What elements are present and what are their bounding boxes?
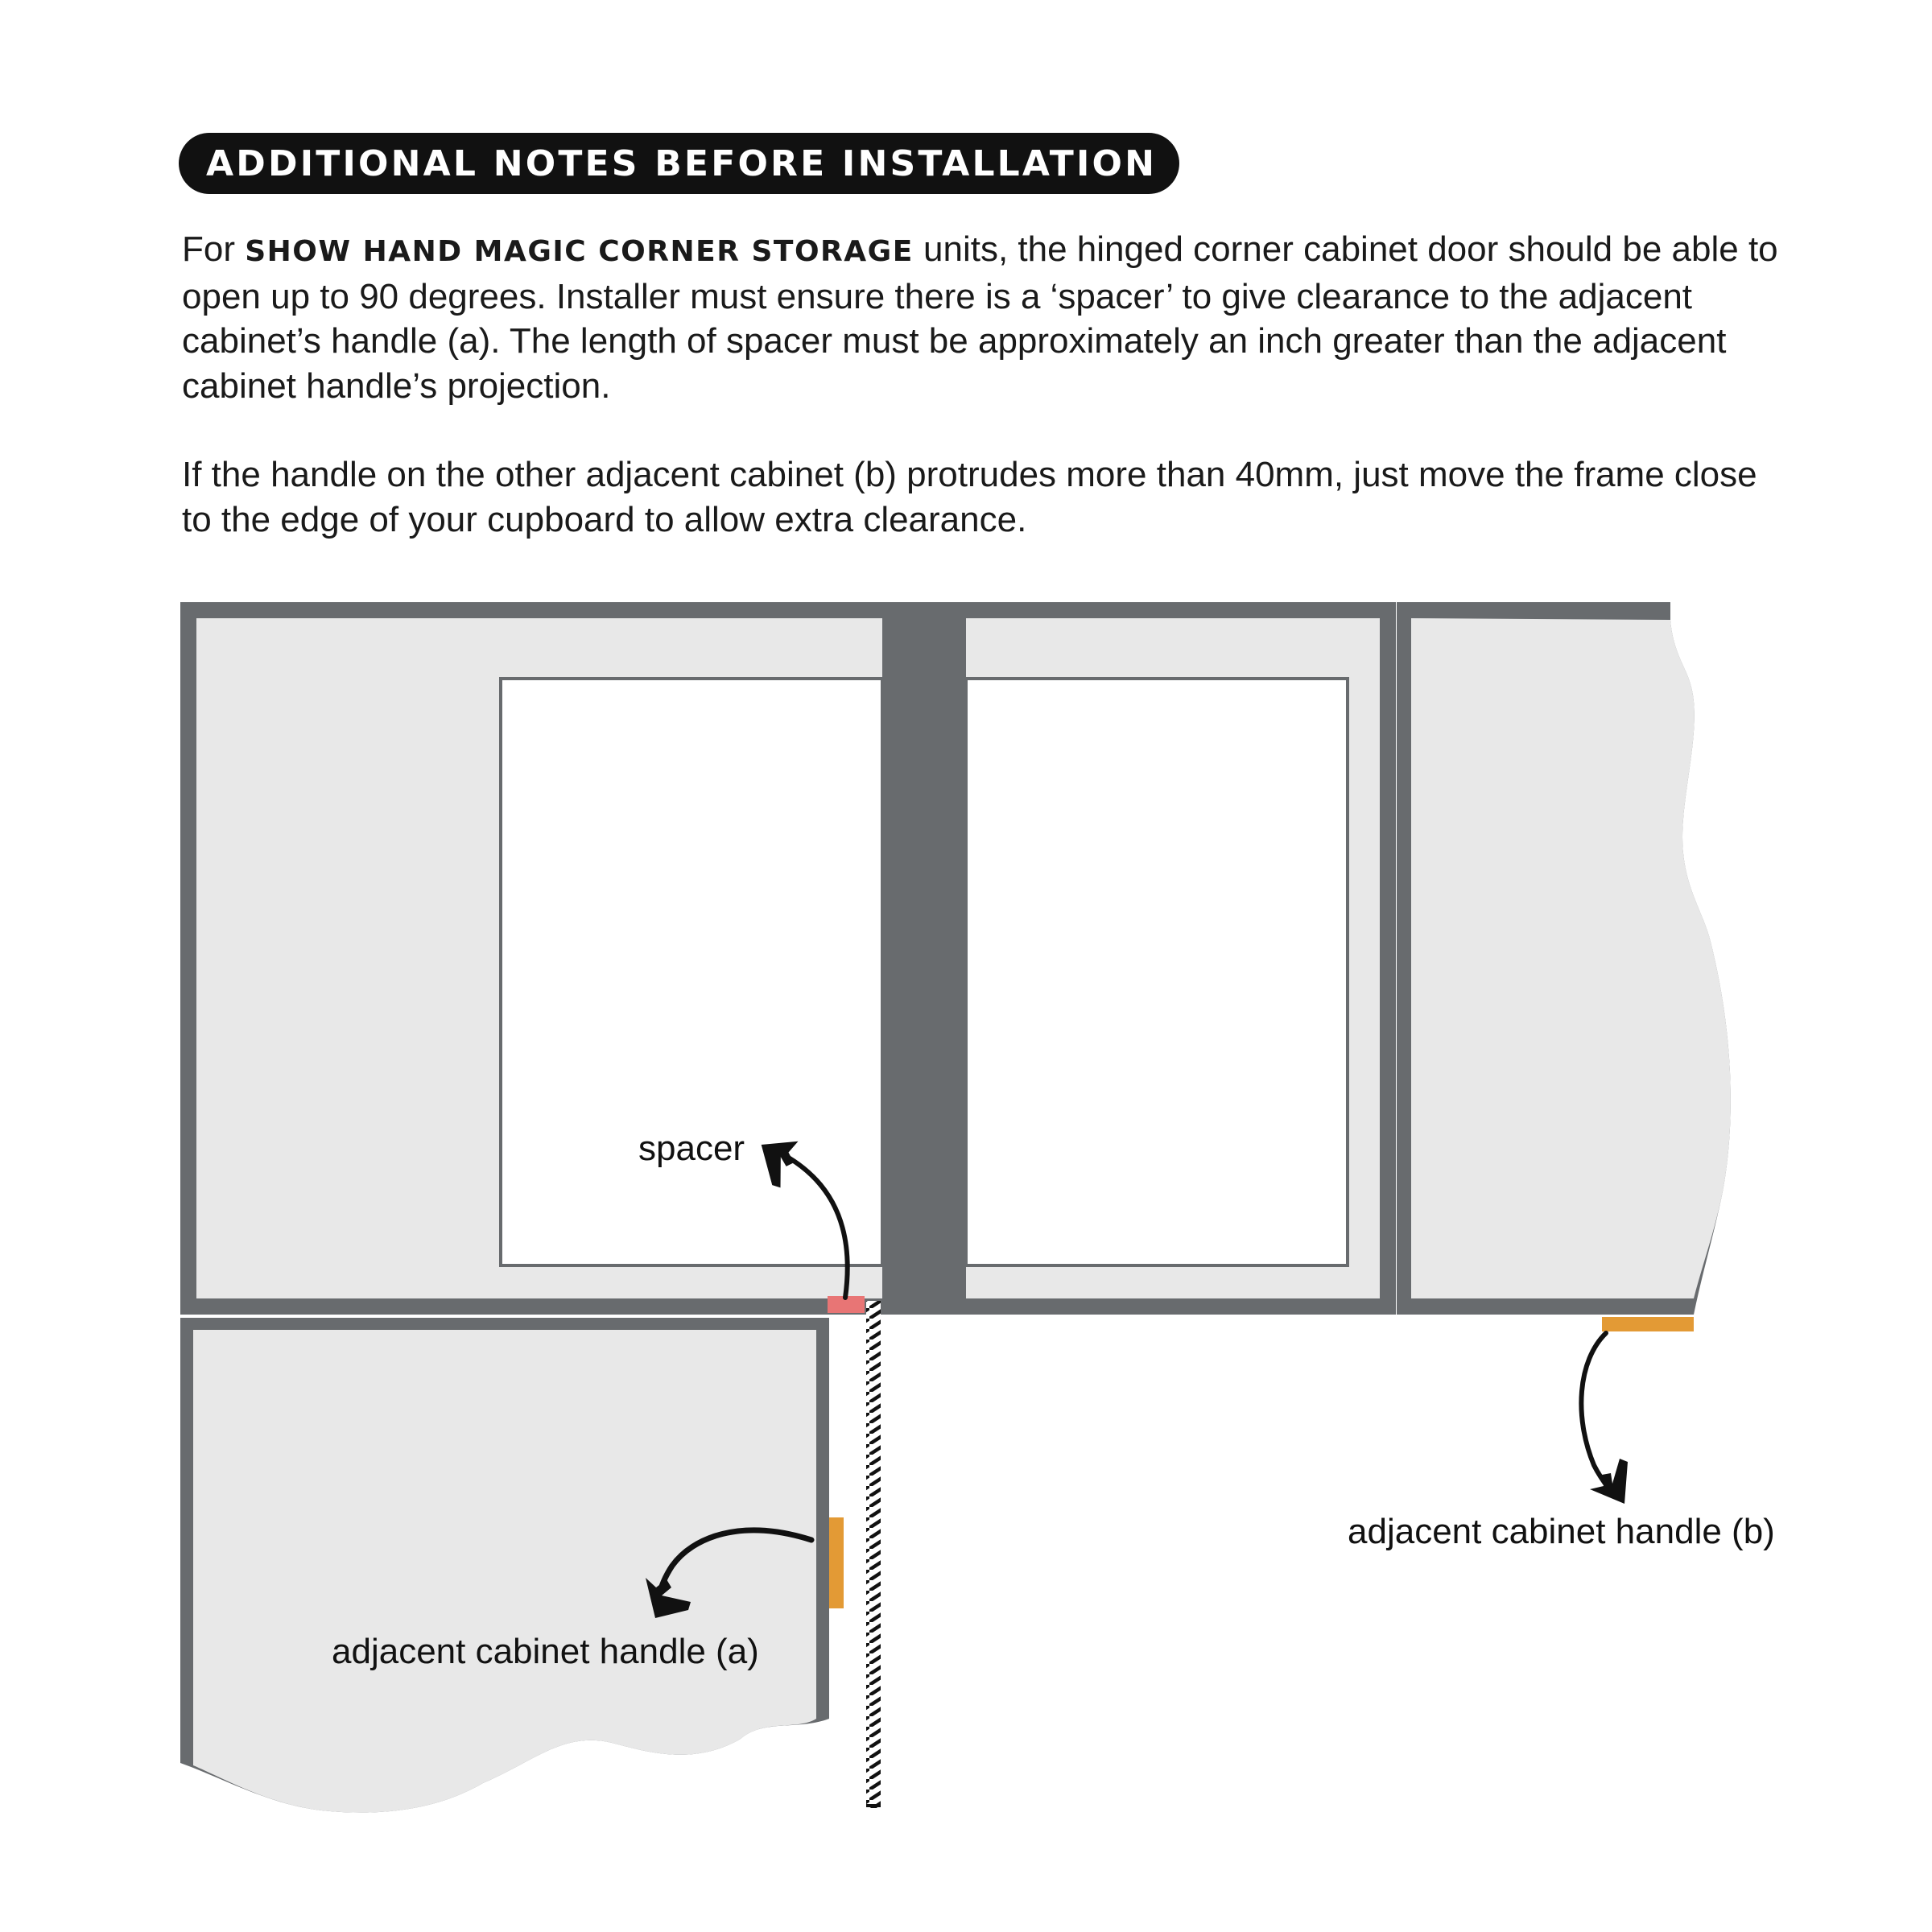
handle-b-arrow-icon	[1581, 1333, 1614, 1496]
handle-a-label: adjacent cabinet handle (a)	[332, 1632, 759, 1671]
note-prefix: For	[182, 229, 246, 269]
adjacent-cabinet-a-panel	[193, 1330, 816, 1813]
note-body: units, the hinged corner cabinet door should be able to open up to 90 degrees. Installer must ensure there is a ‘spacer’ to give clearance to the adjacent cabinet’s handle (a). The length of spacer must be approximately an inch greater than the adjacent cabinet handle’s projection.	[182, 229, 1778, 406]
right-door-opening	[966, 679, 1348, 1265]
left-door-opening	[501, 679, 882, 1265]
product-name: SHOW HAND MAGIC CORNER STORAGE	[245, 235, 914, 268]
section-title: ADDITIONAL NOTES BEFORE INSTALLATION	[206, 142, 1158, 184]
adjacent-cabinet-b-panel	[1411, 618, 1731, 1298]
spacer-label: spacer	[638, 1129, 745, 1168]
handle-a	[829, 1517, 844, 1608]
handle-b-label: adjacent cabinet handle (b)	[1348, 1512, 1775, 1551]
clearance-line-cap	[866, 1804, 881, 1807]
note-paragraph-2: If the handle on the other adjacent cabinet (b) protrudes more than 40mm, just move the frame close to the edge of your cupboard to allow extra clearance.	[182, 455, 1757, 539]
center-divider-post	[882, 602, 966, 1315]
handle-b	[1602, 1317, 1694, 1331]
spacer-clearance-line	[866, 1301, 881, 1808]
